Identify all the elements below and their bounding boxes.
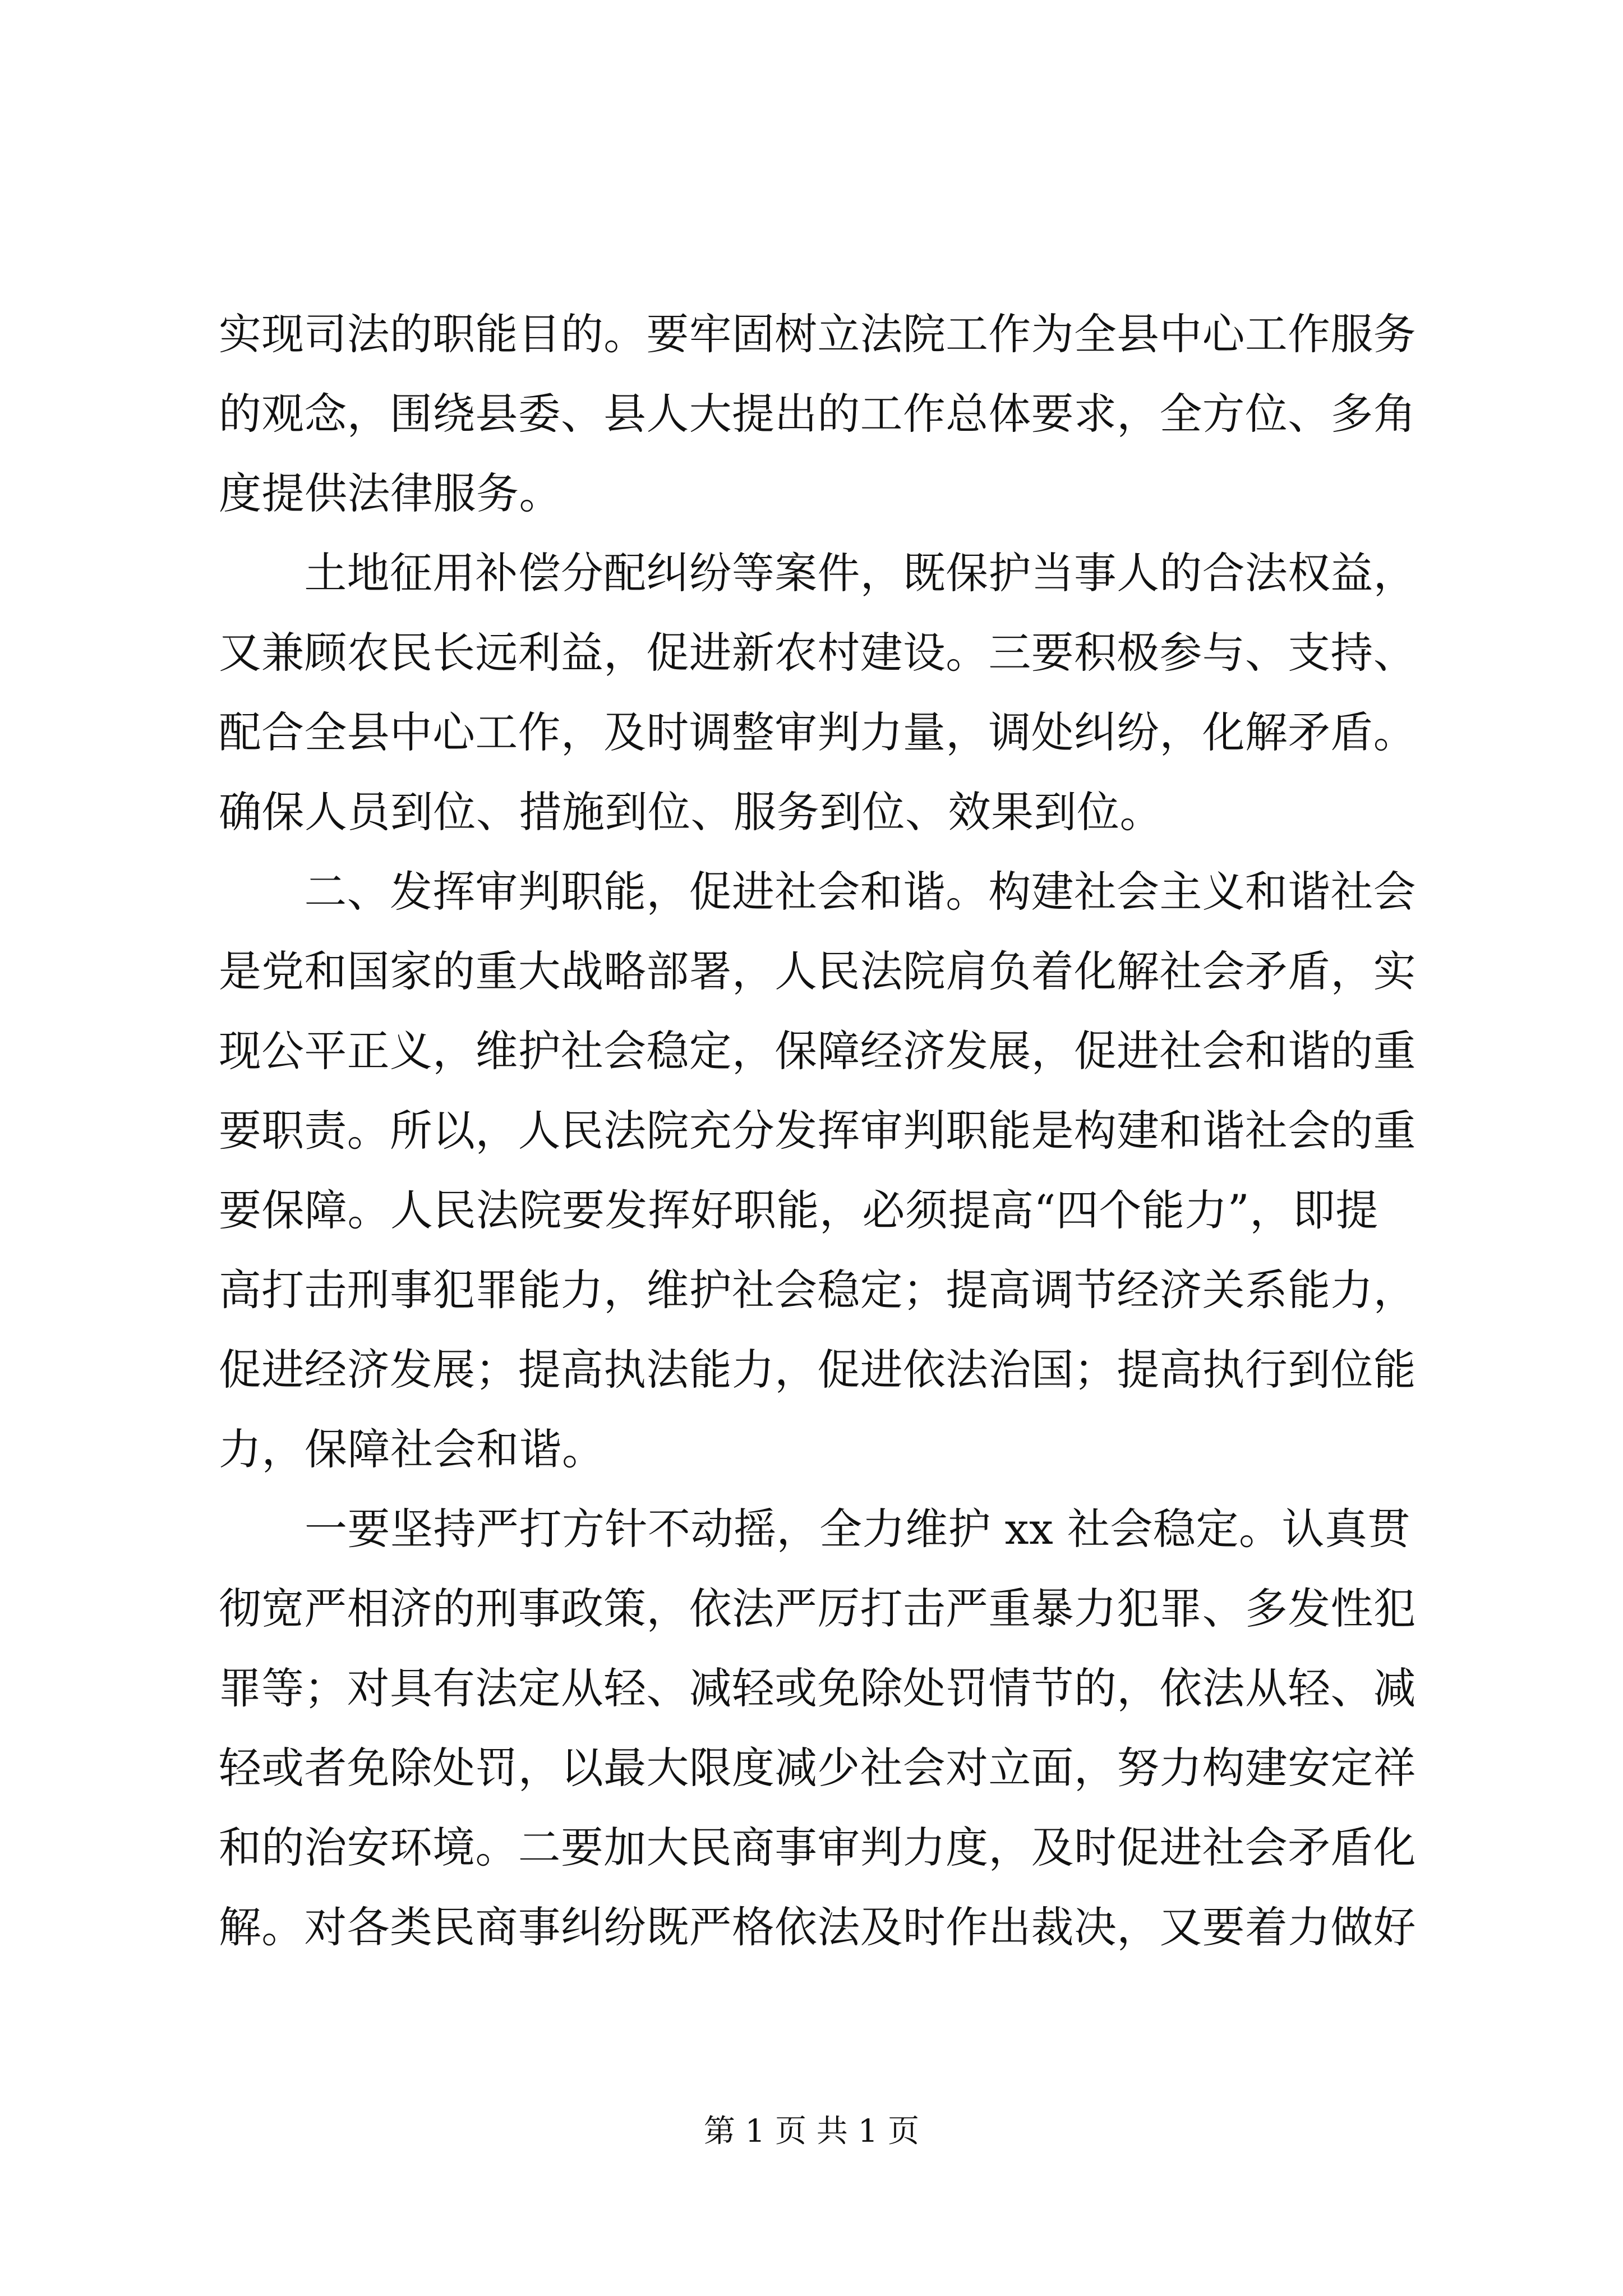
text-line: 的观念，围绕县委、县人大提出的工作总体要求，全方位、多角 [219,389,1416,439]
text-line: 现公平正义，维护社会稳定，保障经济发展，促进社会和谐的重 [219,1026,1416,1076]
text-line: 罪等；对具有法定从轻、减轻或免除处罚情节的，依法从轻、减 [219,1663,1416,1713]
text-line: 确保人员到位、措施到位、服务到位、效果到位。 [219,787,1163,837]
text-line: 要保障。人民法院要发挥好职能，必须提高“四个能力”，即提 [219,1185,1378,1235]
text-line: 又兼顾农民长远利益，促进新农村建设。三要积极参与、支持、 [219,628,1416,678]
text-line: 彻宽严相济的刑事政策，依法严厉打击严重暴力犯罪、多发性犯 [219,1584,1416,1634]
text-line: 一要坚持严打方针不动摇，全力维护 xx 社会稳定。认真贯 [219,1504,1411,1554]
text-line: 力，保障社会和谐。 [219,1424,605,1474]
text-line: 促进经济发展；提高执法能力，促进依法治国；提高执行到位能 [219,1345,1416,1395]
text-line: 和的治安环境。二要加大民商事审判力度，及时促进社会矛盾化 [219,1823,1416,1872]
page-footer: 第 1 页 共 1 页 [703,2113,920,2150]
text-line: 高打击刑事犯罪能力，维护社会稳定；提高调节经济关系能力， [219,1265,1416,1315]
document-body [219,295,1416,1967]
text-line: 二、发挥审判职能，促进社会和谐。构建社会主义和谐社会 [219,867,1416,917]
text-line: 是党和国家的重大战略部署，人民法院肩负着化解社会矛盾，实 [219,946,1416,996]
text-line: 配合全县中心工作，及时调整审判力量，调处纠纷，化解矛盾。 [219,707,1416,757]
text-line: 度提供法律服务。 [219,468,562,518]
text-line: 土地征用补偿分配纠纷等案件，既保护当事人的合法权益， [219,548,1416,598]
text-line: 轻或者免除处罚，以最大限度减少社会对立面，努力构建安定祥 [219,1743,1416,1793]
text-line: 实现司法的职能目的。要牢固树立法院工作为全县中心工作服务 [219,309,1416,359]
text-line: 要职责。所以，人民法院充分发挥审判职能是构建和谐社会的重 [219,1106,1416,1156]
text-line: 解。对各类民商事纠纷既严格依法及时作出裁决，又要着力做好 [219,1902,1416,1952]
